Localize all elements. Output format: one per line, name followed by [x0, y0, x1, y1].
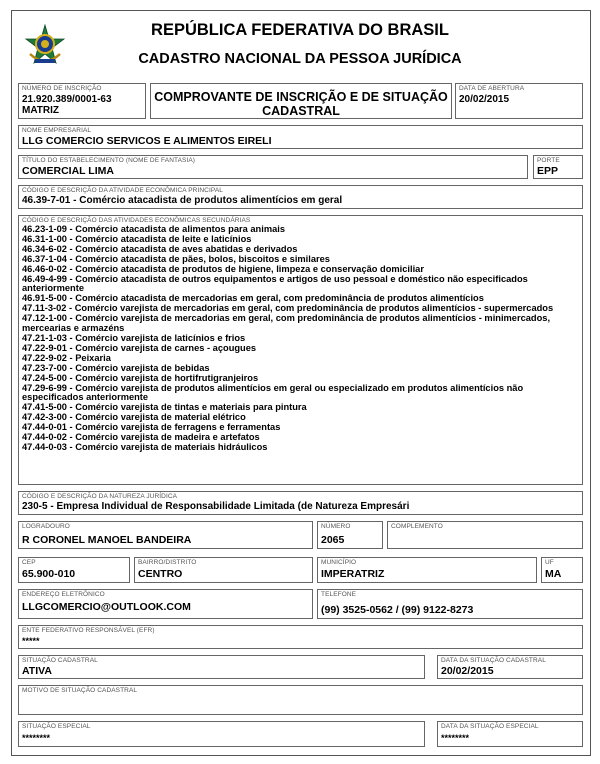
cep-value: 65.900-010	[22, 568, 76, 580]
uf-label: UF	[545, 559, 554, 566]
porte-value: EPP	[537, 165, 559, 177]
abertura-value: 20/02/2015	[459, 94, 510, 105]
situacao-box	[18, 655, 425, 679]
cep-label: CEP	[22, 559, 36, 566]
abertura-label: DATA DE ABERTURA	[459, 85, 525, 92]
data-especial-box	[437, 721, 583, 747]
natureza-juridica-value: 230-5 - Empresa Individual de Responsabilidade Limitada (de Natureza Empresári	[22, 501, 410, 512]
email-box	[18, 589, 313, 619]
logradouro-box	[18, 521, 313, 549]
natureza-juridica-box	[18, 491, 583, 515]
nome-empresarial-value: LLG COMERCIO SERVICOS E ALIMENTOS EIRELI	[22, 135, 272, 147]
nome-empresarial-label: NOME EMPRESARIAL	[22, 127, 92, 134]
cep-box	[18, 557, 130, 583]
telefone-value: (99) 3525-0562 / (99) 9122-8273	[321, 604, 474, 616]
fantasia-value: COMERCIAL LIMA	[22, 165, 114, 177]
list-item: 47.24-5-00 - Comércio varejista de hortifrutigranjeiros	[22, 372, 259, 383]
logradouro-value: R CORONEL MANOEL BANDEIRA	[22, 534, 192, 546]
list-item: 46.34-6-02 - Comércio atacadista de aves abatidas e derivados	[22, 243, 298, 254]
abertura-box	[455, 83, 583, 119]
data-especial-label: DATA DA SITUAÇÃO ESPECIAL	[441, 723, 539, 730]
municipio-box	[317, 557, 537, 583]
fantasia-label: TÍTULO DO ESTABELECIMENTO (NOME DE FANTASIA)	[22, 157, 196, 164]
uf-box	[541, 557, 583, 583]
comprovante-title-line2: CADASTRAL	[262, 104, 340, 118]
atividades-secundarias-box	[18, 215, 583, 485]
situacao-especial-label: SITUAÇÃO ESPECIAL	[22, 723, 91, 730]
motivo-label: MOTIVO DE SITUAÇÃO CADASTRAL	[22, 687, 138, 694]
list-item: 47.29-6-99 - Comércio varejista de produtos alimentícios em geral ou especializado em produtos alimentícios não especificados anteriormente	[22, 382, 524, 403]
fantasia-box	[18, 155, 528, 179]
situacao-especial-box	[18, 721, 425, 747]
email-label: ENDEREÇO ELETRÔNICO	[22, 591, 105, 598]
situacao-especial-value: ********	[22, 733, 51, 743]
data-situacao-label: DATA DA SITUAÇÃO CADASTRAL	[441, 657, 546, 664]
list-item: 47.44-0-01 - Comércio varejista de ferragens e ferramentas	[22, 422, 281, 433]
logradouro-label: LOGRADOURO	[22, 523, 70, 530]
numero-box	[317, 521, 383, 549]
list-item: 47.41-5-00 - Comércio varejista de tintas e materiais para pintura	[22, 402, 307, 413]
comprovante-title-line1: COMPROVANTE DE INSCRIÇÃO E DE SITUAÇÃO	[154, 90, 448, 104]
porte-box	[533, 155, 583, 179]
list-item: 46.23-1-09 - Comércio atacadista de alimentos para animais	[22, 224, 286, 234]
atividades-secundarias-label: CÓDIGO E DESCRIÇÃO DAS ATIVIDADES ECONÔMICAS SECUNDÁRIAS	[22, 217, 251, 224]
natureza-juridica-label: CÓDIGO E DESCRIÇÃO DA NATUREZA JURÍDICA	[22, 493, 178, 500]
atividade-principal-label: CÓDIGO E DESCRIÇÃO DA ATIVIDADE ECONÔMICA PRINCIPAL	[22, 187, 223, 194]
bairro-value: CENTRO	[138, 568, 183, 580]
data-situacao-box	[437, 655, 583, 679]
list-item: 46.49-4-99 - Comércio atacadista de outros equipamentos e artigos de uso pessoal e doméstico não especificados anteriormente	[22, 273, 528, 294]
motivo-box	[18, 685, 583, 715]
header-subtitle: CADASTRO NACIONAL DA PESSOA JURÍDICA	[138, 51, 462, 67]
nome-empresarial-box	[18, 125, 583, 149]
inscricao-numero: 21.920.389/0001-63	[22, 94, 112, 105]
municipio-label: MUNICÍPIO	[321, 559, 357, 566]
header-title: REPÚBLICA FEDERATIVA DO BRASIL	[151, 21, 449, 39]
atividade-principal-box	[18, 185, 583, 209]
list-item: 47.22-9-01 - Comércio varejista de carnes - açougues	[22, 342, 257, 353]
numero-label: NÚMERO	[321, 523, 351, 530]
atividades-secundarias-list	[22, 225, 578, 453]
inscricao-box	[18, 83, 146, 119]
situacao-value: ATIVA	[22, 665, 52, 677]
efr-box	[18, 625, 583, 649]
list-item: 46.31-1-00 - Comércio atacadista de leite e laticínios	[22, 233, 252, 244]
email-value: LLGCOMERCIO@OUTLOOK.COM	[22, 601, 191, 613]
list-item: 46.46-0-02 - Comércio atacadista de produtos de higiene, limpeza e conservação domiciliar	[22, 263, 424, 274]
list-item: 47.11-3-02 - Comércio varejista de mercadorias em geral, com predominância de produtos alimentícios - supermercados	[22, 303, 554, 314]
list-item: 47.42-3-00 - Comércio varejista de material elétrico	[22, 412, 246, 423]
situacao-label: SITUAÇÃO CADASTRAL	[22, 657, 98, 664]
efr-value: *****	[22, 636, 40, 646]
numero-value: 2065	[321, 534, 345, 546]
complemento-label: COMPLEMENTO	[391, 523, 443, 530]
telefone-box	[317, 589, 583, 619]
list-item: 47.44-0-03 - Comércio varejista de materiais hidráulicos	[22, 441, 268, 452]
atividade-principal-value: 46.39-7-01 - Comércio atacadista de produtos alimentícios em geral	[22, 195, 343, 206]
municipio-value: IMPERATRIZ	[321, 568, 385, 580]
uf-value: MA	[545, 568, 562, 580]
data-especial-value: ********	[441, 733, 470, 743]
list-item: 47.44-0-02 - Comércio varejista de madeira e artefatos	[22, 432, 260, 443]
telefone-label: TELEFONE	[321, 591, 357, 598]
complemento-box	[387, 521, 583, 549]
comprovante-box	[150, 83, 452, 119]
list-item: 47.12-1-00 - Comércio varejista de mercadorias em geral, com predominância de produtos alimentícios - minimercados, mercearias e armazéns	[22, 313, 551, 334]
list-item: 46.37-1-04 - Comércio atacadista de pães, bolos, biscoitos e similares	[22, 253, 330, 264]
bairro-label: BAIRRO/DISTRITO	[138, 559, 197, 566]
data-situacao-value: 20/02/2015	[441, 665, 494, 677]
list-item: 47.22-9-02 - Peixaria	[22, 352, 111, 363]
efr-label: ENTE FEDERATIVO RESPONSÁVEL (EFR)	[22, 627, 155, 634]
list-item: 46.91-5-00 - Comércio atacadista de mercadorias em geral, com predominância de produtos alimentícios	[22, 293, 484, 304]
inscricao-label: NÚMERO DE INSCRIÇÃO	[22, 85, 102, 92]
porte-label: PORTE	[537, 157, 560, 164]
inscricao-tipo: MATRIZ	[22, 105, 60, 116]
list-item: 47.23-7-00 - Comércio varejista de bebidas	[22, 362, 210, 373]
list-item: 47.21-1-03 - Comércio varejista de laticínios e frios	[22, 332, 246, 343]
bairro-box	[134, 557, 313, 583]
